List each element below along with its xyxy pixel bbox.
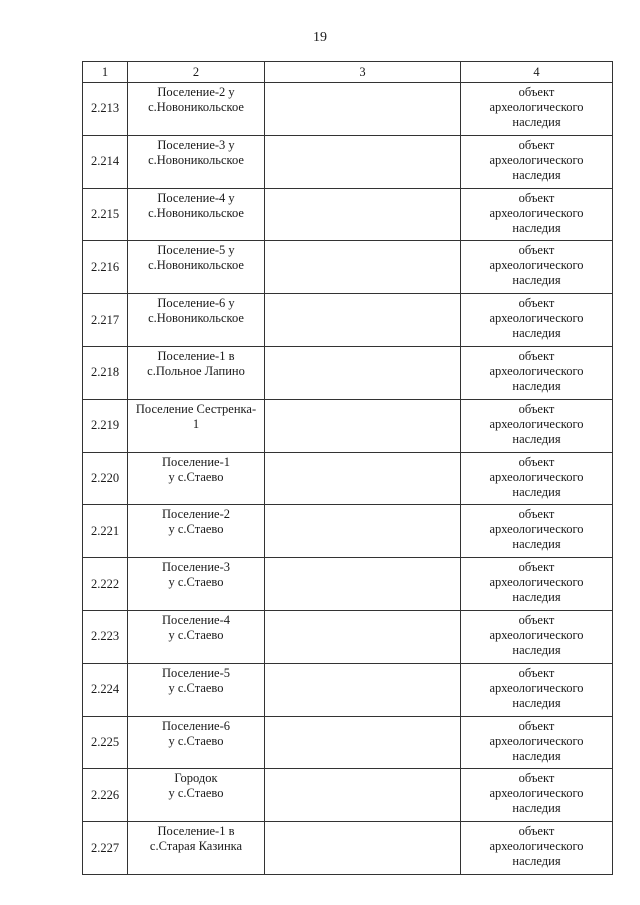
row-number-cell-text: 2.224 bbox=[90, 682, 120, 697]
object-type-cell bbox=[461, 769, 613, 822]
object-name-cell-text: Поселение-3 у с.Стаево bbox=[162, 560, 230, 590]
object-type-cell bbox=[461, 505, 613, 558]
object-name-cell-text: Поселение-6 у с.Стаево bbox=[162, 718, 230, 748]
row-number-cell bbox=[83, 452, 128, 505]
object-name-cell bbox=[128, 294, 265, 347]
table-header-row bbox=[83, 62, 613, 83]
object-name-cell-text: Городок у с.Стаево bbox=[168, 771, 224, 801]
row-number-cell bbox=[83, 716, 128, 769]
column-3-cell bbox=[265, 610, 461, 663]
row-number-cell bbox=[83, 822, 128, 875]
column-3-cell bbox=[265, 83, 461, 136]
object-type-cell bbox=[461, 188, 613, 241]
table-row bbox=[83, 346, 613, 399]
object-name-cell-text: Поселение-4 у с.Новоникольское bbox=[148, 190, 244, 220]
table-row bbox=[83, 558, 613, 611]
object-type-cell bbox=[461, 558, 613, 611]
row-number-cell bbox=[83, 346, 128, 399]
column-3-cell bbox=[265, 399, 461, 452]
row-number-cell-text: 2.227 bbox=[90, 840, 120, 855]
object-type-cell-text: объект археологического наследия bbox=[489, 85, 584, 129]
object-name-cell-text: Поселение-3 у с.Новоникольское bbox=[148, 137, 244, 167]
row-number-cell bbox=[83, 769, 128, 822]
column-3-cell bbox=[265, 452, 461, 505]
row-number-cell bbox=[83, 83, 128, 136]
column-3-cell bbox=[265, 558, 461, 611]
object-name-cell bbox=[128, 135, 265, 188]
object-type-cell bbox=[461, 716, 613, 769]
row-number-cell-text: 2.217 bbox=[90, 312, 120, 327]
column-header-4: 4 bbox=[461, 62, 613, 83]
row-number-cell-text: 2.219 bbox=[90, 418, 120, 433]
row-number-cell-text: 2.221 bbox=[90, 523, 120, 538]
column-header-1: 1 bbox=[83, 62, 128, 83]
object-name-cell bbox=[128, 716, 265, 769]
table-row bbox=[83, 716, 613, 769]
row-number-cell-text: 2.223 bbox=[90, 629, 120, 644]
table-row bbox=[83, 83, 613, 136]
column-3-cell bbox=[265, 716, 461, 769]
object-name-cell-text: Поселение Сестренка- 1 bbox=[135, 401, 257, 431]
column-3-cell bbox=[265, 294, 461, 347]
object-name-cell bbox=[128, 663, 265, 716]
object-name-cell bbox=[128, 188, 265, 241]
object-name-cell bbox=[128, 769, 265, 822]
heritage-table bbox=[82, 61, 613, 875]
object-type-cell-text: объект археологического наследия bbox=[489, 612, 584, 657]
column-3-cell bbox=[265, 241, 461, 294]
row-number-cell-text: 2.220 bbox=[90, 470, 120, 485]
table-body bbox=[83, 83, 613, 875]
row-number-cell-text: 2.214 bbox=[90, 154, 120, 169]
table-row bbox=[83, 769, 613, 822]
column-3-cell bbox=[265, 663, 461, 716]
row-number-cell bbox=[83, 241, 128, 294]
object-type-cell bbox=[461, 399, 613, 452]
column-header-3: 3 bbox=[265, 62, 461, 83]
table-row bbox=[83, 241, 613, 294]
object-type-cell-text: объект археологического наследия bbox=[489, 296, 584, 341]
object-name-cell-text: Поселение-5 у с.Новоникольское bbox=[148, 243, 244, 273]
row-number-cell-text: 2.215 bbox=[90, 206, 120, 221]
object-type-cell-text: объект археологического наследия bbox=[489, 190, 584, 235]
object-name-cell bbox=[128, 558, 265, 611]
column-header-2: 2 bbox=[128, 62, 265, 83]
object-type-cell-text: объект археологического наследия bbox=[489, 348, 584, 393]
object-type-cell-text: объект археологического наследия bbox=[489, 665, 584, 710]
object-name-cell-text: Поселение-1 в с.Польное Лапино bbox=[147, 348, 245, 378]
object-name-cell-text: Поселение-2 у с.Новоникольское bbox=[148, 85, 244, 114]
column-3-cell bbox=[265, 135, 461, 188]
row-number-cell bbox=[83, 558, 128, 611]
object-type-cell-text: объект археологического наследия bbox=[489, 401, 584, 446]
object-name-cell bbox=[128, 346, 265, 399]
object-type-cell bbox=[461, 663, 613, 716]
object-type-cell bbox=[461, 452, 613, 505]
column-3-cell bbox=[265, 769, 461, 822]
row-number-cell bbox=[83, 663, 128, 716]
table-row bbox=[83, 663, 613, 716]
object-name-cell bbox=[128, 505, 265, 558]
row-number-cell-text: 2.226 bbox=[90, 787, 120, 802]
table-row bbox=[83, 452, 613, 505]
column-3-cell bbox=[265, 822, 461, 875]
object-name-cell bbox=[128, 610, 265, 663]
page-number: 19 bbox=[313, 30, 327, 45]
row-number-cell-text: 2.218 bbox=[90, 365, 120, 380]
object-name-cell-text: Поселение-2 у с.Стаево bbox=[162, 507, 230, 537]
table-row bbox=[83, 294, 613, 347]
row-number-cell bbox=[83, 188, 128, 241]
column-3-cell bbox=[265, 188, 461, 241]
object-type-cell-text: объект археологического наследия bbox=[489, 137, 584, 182]
row-number-cell bbox=[83, 399, 128, 452]
table-row bbox=[83, 610, 613, 663]
object-type-cell-text: объект археологического наследия bbox=[489, 454, 584, 499]
object-name-cell bbox=[128, 822, 265, 875]
object-type-cell-text: объект археологического наследия bbox=[489, 718, 584, 763]
object-name-cell-text: Поселение-5 у с.Стаево bbox=[162, 665, 230, 695]
table-row bbox=[83, 399, 613, 452]
object-type-cell bbox=[461, 346, 613, 399]
object-name-cell-text: Поселение-6 у с.Новоникольское bbox=[148, 296, 244, 326]
row-number-cell bbox=[83, 294, 128, 347]
column-3-cell bbox=[265, 346, 461, 399]
object-name-cell bbox=[128, 452, 265, 505]
table-row bbox=[83, 188, 613, 241]
object-name-cell bbox=[128, 399, 265, 452]
object-name-cell-text: Поселение-1 в с.Старая Казинка bbox=[149, 824, 243, 854]
object-type-cell-text: объект археологического наследия bbox=[489, 824, 584, 869]
object-type-cell bbox=[461, 83, 613, 136]
row-number-cell-text: 2.222 bbox=[90, 576, 120, 591]
object-type-cell bbox=[461, 135, 613, 188]
object-type-cell-text: объект археологического наследия bbox=[489, 560, 584, 605]
row-number-cell-text: 2.213 bbox=[90, 101, 120, 116]
row-number-cell-text: 2.225 bbox=[90, 734, 120, 749]
object-type-cell-text: объект археологического наследия bbox=[489, 771, 584, 816]
table-row bbox=[83, 822, 613, 875]
column-3-cell bbox=[265, 505, 461, 558]
table-row bbox=[83, 135, 613, 188]
object-name-cell-text: Поселение-4 у с.Стаево bbox=[162, 612, 230, 642]
object-type-cell-text: объект археологического наследия bbox=[489, 243, 584, 288]
table-row bbox=[83, 505, 613, 558]
row-number-cell-text: 2.216 bbox=[90, 259, 120, 274]
row-number-cell bbox=[83, 610, 128, 663]
object-type-cell-text: объект археологического наследия bbox=[489, 507, 584, 552]
object-type-cell bbox=[461, 610, 613, 663]
object-name-cell-text: Поселение-1 у с.Стаево bbox=[162, 454, 230, 484]
object-type-cell bbox=[461, 294, 613, 347]
object-name-cell bbox=[128, 241, 265, 294]
row-number-cell bbox=[83, 135, 128, 188]
row-number-cell bbox=[83, 505, 128, 558]
object-type-cell bbox=[461, 822, 613, 875]
object-name-cell bbox=[128, 83, 265, 136]
object-type-cell bbox=[461, 241, 613, 294]
